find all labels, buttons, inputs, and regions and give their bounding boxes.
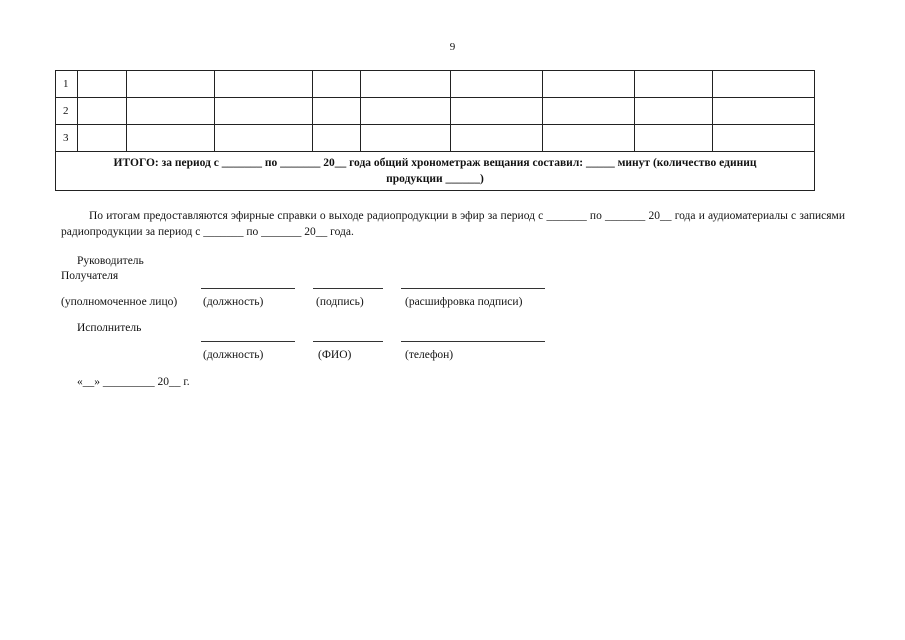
decoding-signature-line: [401, 288, 545, 289]
table-row: [56, 125, 815, 152]
row-number: 3: [56, 125, 78, 152]
row-number: 2: [56, 98, 78, 125]
head-label: Руководитель: [77, 255, 144, 267]
page-number: 9: [449, 41, 456, 53]
executor-label: Исполнитель: [77, 322, 142, 334]
fio-caption: (ФИО): [318, 349, 352, 361]
total-text-line1: ИТОГО: за период с _______ по _______ 20__ года общий хронометраж вещания составил: _____ минут (количество единиц: [113, 157, 757, 169]
recipient-label: Получателя: [61, 270, 119, 282]
signature-caption: (подпись): [316, 296, 364, 308]
executor-fio-line: [313, 341, 383, 342]
phone-caption: (телефон): [405, 349, 454, 361]
signature-decoding-caption: (расшифровка подписи): [405, 296, 523, 308]
total-text-line2: продукции ______): [386, 173, 484, 185]
total-row: [56, 152, 815, 191]
position-caption: (должность): [203, 296, 264, 308]
authorized-person-label: (уполномоченное лицо): [61, 296, 178, 308]
row-number: 1: [56, 71, 78, 98]
summary-paragraph: По итогам предоставляются эфирные справки о выходе радиопродукции в эфир за период с _______ по _______ 20__ года и аудиоматериалы с записями радиопродукции за период с _______ по _______ 20__ года.: [61, 210, 845, 238]
total-cell: [56, 152, 815, 191]
table-row: [56, 71, 815, 98]
executor-position-caption: (должность): [203, 349, 264, 361]
executor-position-line: [201, 341, 295, 342]
signature-line: [313, 288, 383, 289]
table-row: [56, 98, 815, 125]
executor-phone-line: [401, 341, 545, 342]
report-table: [55, 70, 815, 191]
position-signature-line: [201, 288, 295, 289]
date-line: «__» _________ 20__ г.: [77, 376, 190, 388]
